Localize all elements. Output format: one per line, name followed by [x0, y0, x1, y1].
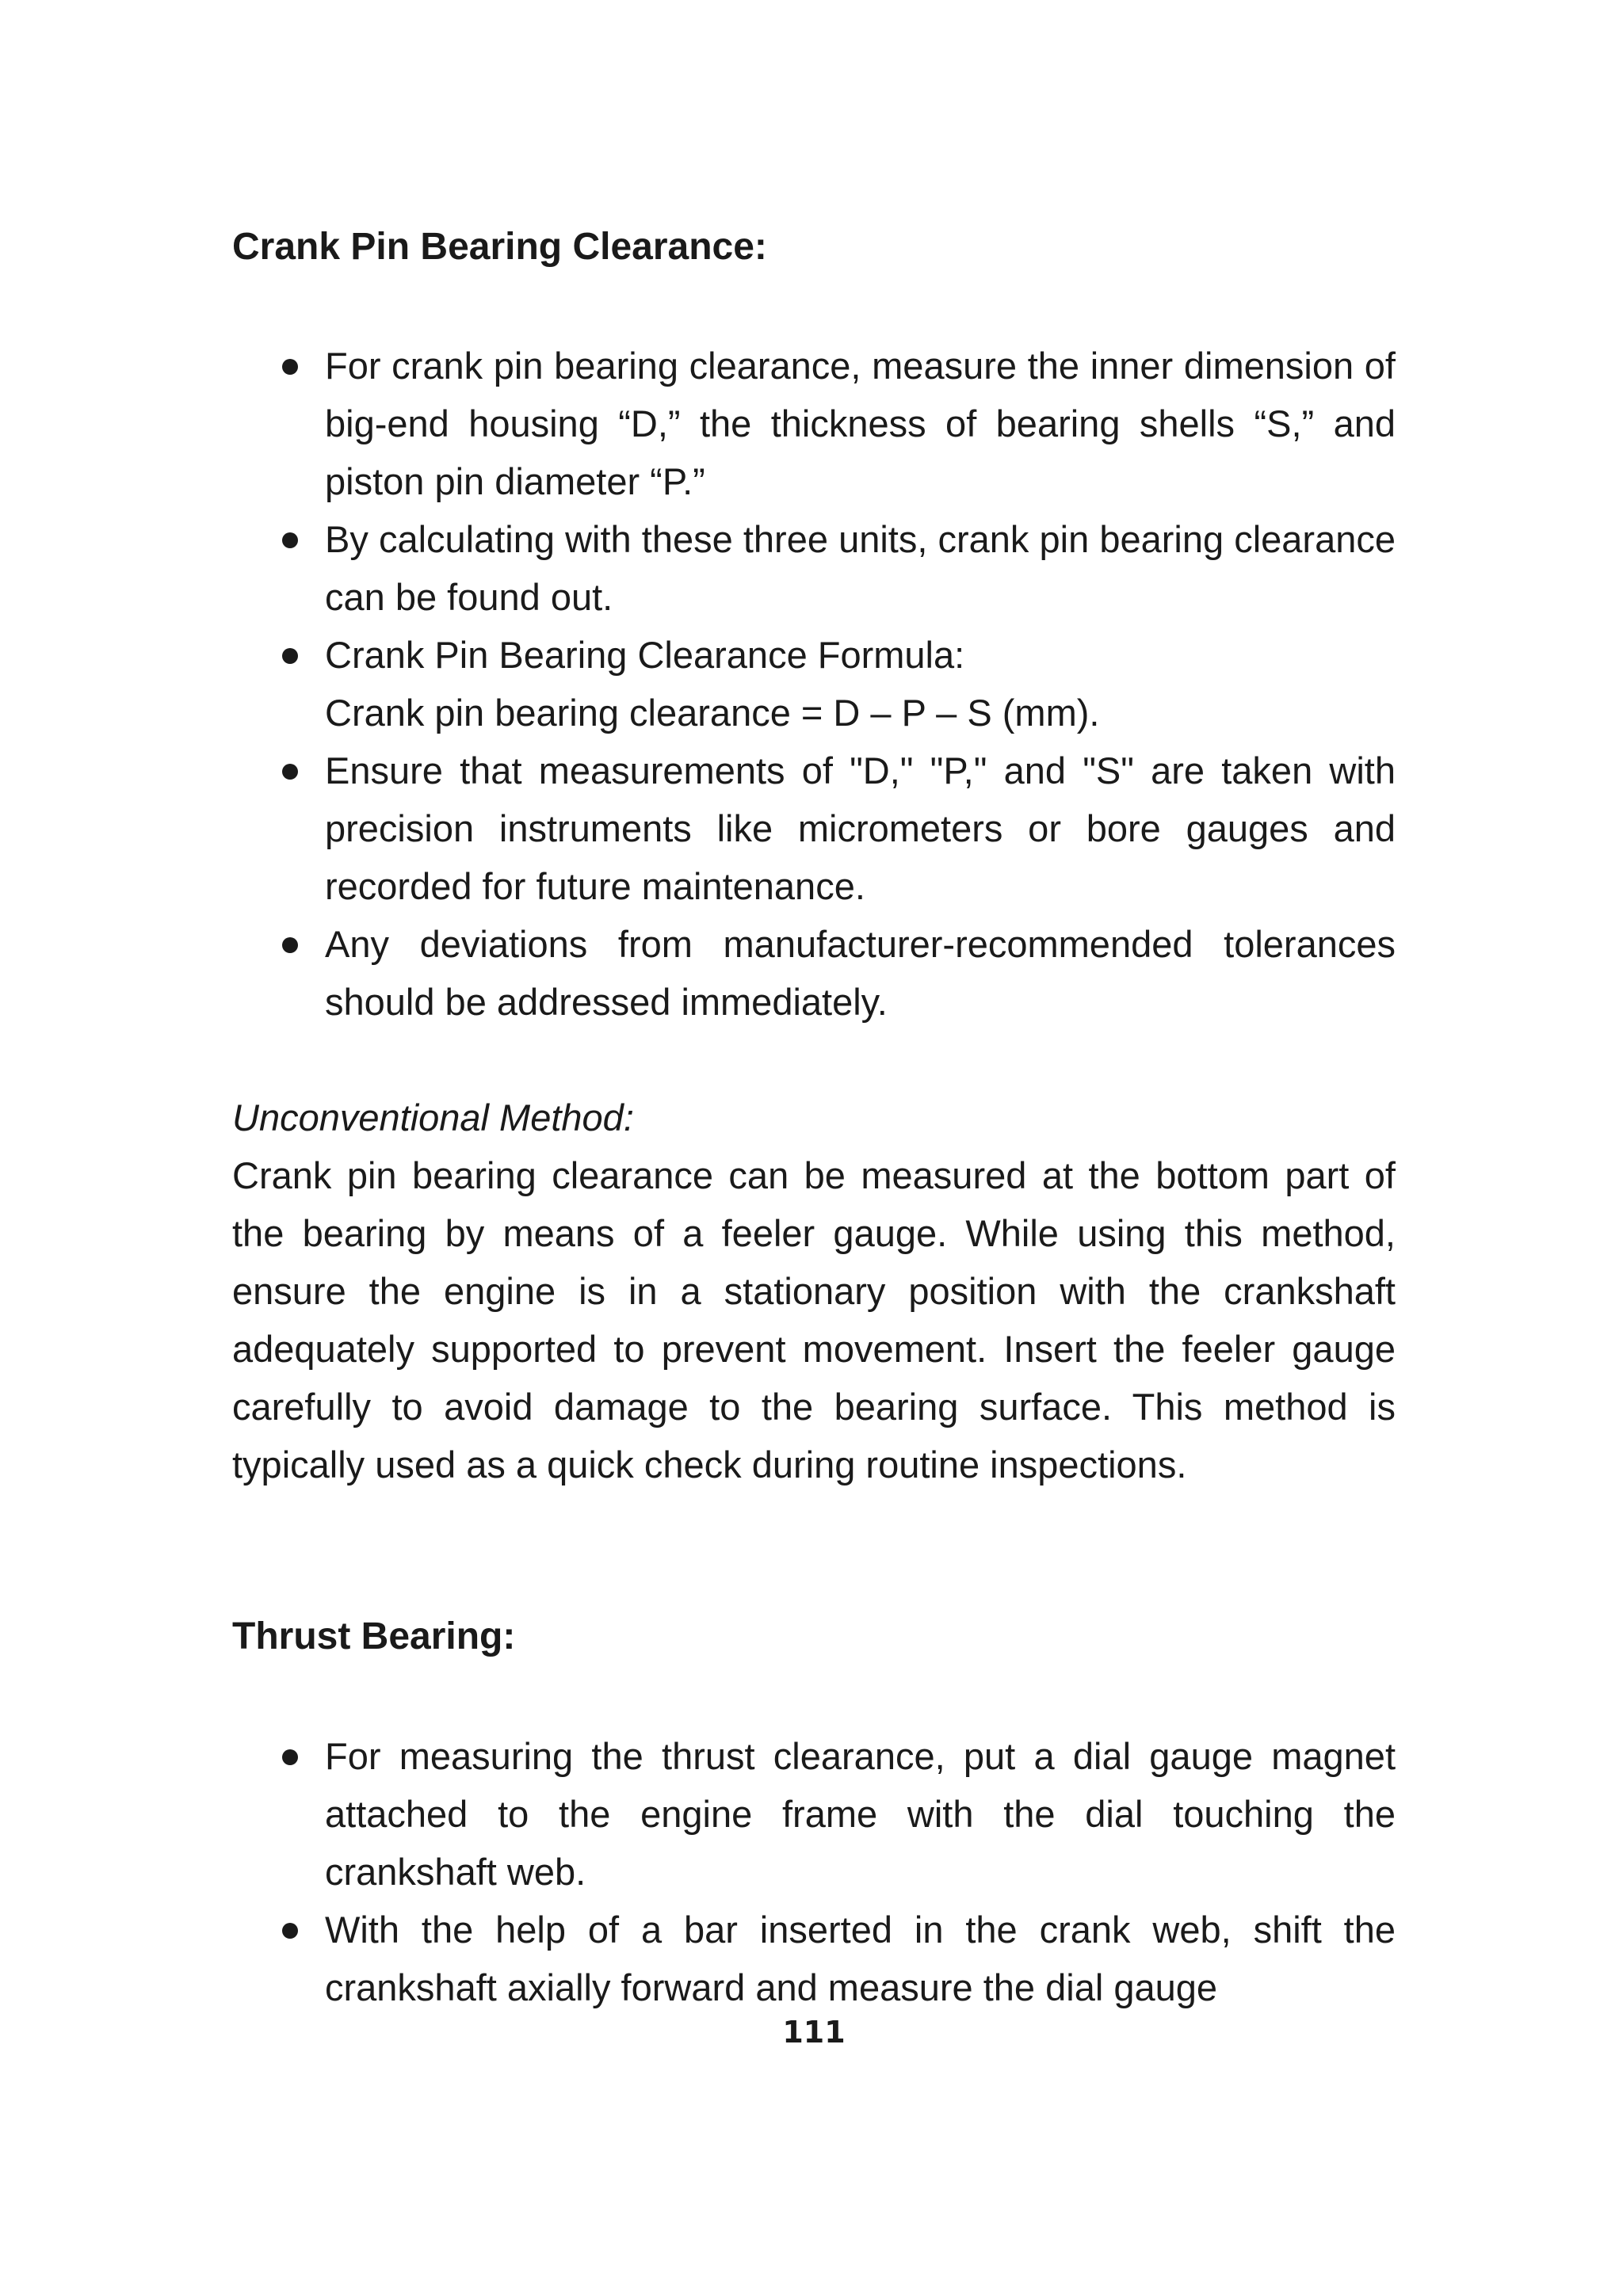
bullet-icon: [282, 764, 298, 780]
unconventional-method-paragraph: Crank pin bearing clearance can be measured at the bottom part of the bearing by means of a feeler gauge. While using this method, ensure the engine is in a stationary position with the crankshaft adequately supported to prevent movement. Insert the feeler gauge carefully to avoid damage to the bearing surface. This method is typically used as a quick check during routine inspections.: [232, 1154, 1396, 1486]
bullet-icon: [282, 937, 298, 953]
unconventional-method-title: Unconventional Method:: [232, 1097, 634, 1138]
thrust-bearing-bullet-list: [232, 1727, 1396, 2016]
list-item: [232, 1901, 1396, 2016]
crank-pin-bullet-list: [232, 337, 1396, 1031]
formula-text: Crank pin bearing clearance = D – P – S (mm).: [325, 692, 1100, 734]
bullet-text: Crank Pin Bearing Clearance Formula:: [325, 634, 965, 676]
bullet-icon: [282, 532, 298, 548]
section-heading-thrust-bearing: Thrust Bearing:: [232, 1615, 516, 1657]
bullet-text: Ensure that measurements of "D," "P," and "S" are taken with precision instruments like micrometers or bore gauges and recorded for future maintenance.: [325, 749, 1396, 907]
list-item: [232, 510, 1396, 626]
bullet-text: For crank pin bearing clearance, measure the inner dimension of big-end housing “D,” the thickness of bearing shells “S,” and piston pin diameter “P.”: [325, 345, 1396, 502]
bullet-icon: [282, 648, 298, 664]
bullet-icon: [282, 359, 298, 375]
list-item: [232, 337, 1396, 510]
bullet-icon: [282, 1923, 298, 1939]
list-item: [232, 915, 1396, 1031]
bullet-icon: [282, 1749, 298, 1765]
document-page: [232, 0, 1396, 2296]
bullet-text: With the help of a bar inserted in the crank web, shift the crankshaft axially forward and measure the dial gauge: [325, 1909, 1396, 2008]
bullet-text: Any deviations from manufacturer-recommended tolerances should be addressed immediately.: [325, 923, 1396, 1023]
list-item: [232, 1727, 1396, 1901]
list-item: [232, 626, 1396, 742]
section-heading-crank-pin: Crank Pin Bearing Clearance:: [232, 226, 767, 268]
bullet-text: By calculating with these three units, crank pin bearing clearance can be found out.: [325, 518, 1396, 618]
bullet-text: For measuring the thrust clearance, put a dial gauge magnet attached to the engine frame with the dial touching the crankshaft web.: [325, 1735, 1396, 1893]
list-item: [232, 742, 1396, 915]
page-number: 111: [782, 2015, 846, 2050]
